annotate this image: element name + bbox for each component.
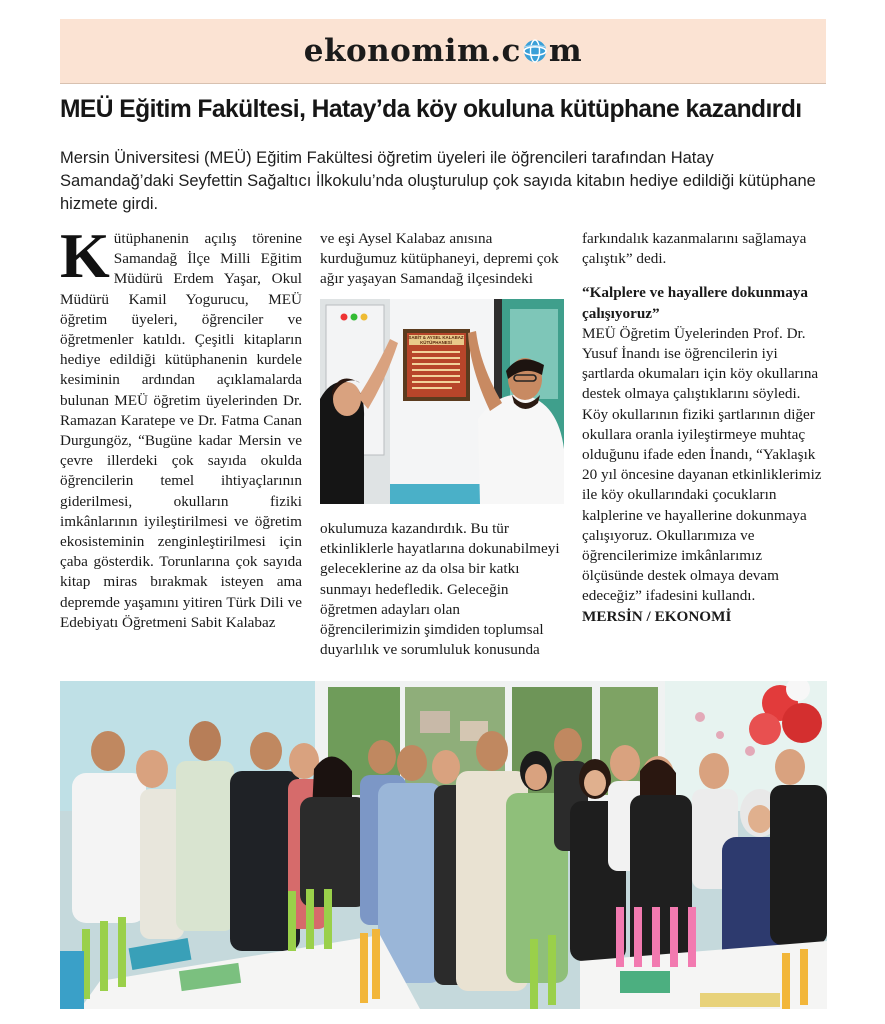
column-2-bottom-text: okulumuza kazandırdık. Bu tür etkinliklerle hayatlarına dokunabilmeyi geleceklerine az da olsa bir katkı sunmayı hedefledik. Geleceğin öğretmen adayları olan öğrencilerimizin şimdiden toplumsal duyarlılık ve sorumluluk konusunda — [320, 520, 560, 659]
masthead — [60, 19, 826, 84]
article-headline: MEÜ Eğitim Fakültesi, Hatay’da köy okuluna kütüphane kazandırdı — [60, 96, 802, 123]
article-column-3 — [582, 229, 822, 627]
subheading: “Kalplere ve hayallere dokunmaya çalışıyoruz” — [582, 284, 808, 322]
logo-text-left: ekonomim.c — [303, 33, 521, 69]
column-1-text: ütüphanenin açılış törenine Samandağ İlçe Milli Eğitim Müdürü Erdem Yaşar, Okul Müdürü Kamil Yogurucu, MEÜ öğretim üyeleri, öğrenciler ve öğretmenler katıldı. Çeşitli kitapların hediye edildiği kütüphanenin kurdele kesiminin ardından açıklamalarda bulunan MEÜ öğretim üyelerinden Dr. Ramazan Karatepe ve Dr. Fatma Canan Durgungöz, “Bugüne kadar Mersin ve çevre illerdeki çok sayıda okulda öğrencilerin temel ihtiyaçlarının giderilmesi, okulların fiziki imkânlarının iyileştirilmesi ve öğretim ekosisteminin zenginleştirilmesi için çaba gösterdik. Torunlarına çok sayıda kitap miras bırakmak isteyen ama depremde yaşamını yitiren Türk Dili ve Edebiyatı Öğretmeni Sabit Kalabaz — [60, 230, 302, 631]
article-lead: Mersin Üniversitesi (MEÜ) Eğitim Fakültesi öğretim üyeleri ile öğrencileri tarafından Hatay Samandağ’daki Seyfettin Sağaltıcı İlkokulu’nda oluşturulup çok sayıda kitabın hediye edildiği kütüphane hizmete girdi. — [60, 149, 816, 213]
column-3-body-text: MEÜ Öğretim Üyelerinden Prof. Dr. Yusuf İnandı ise öğrencilerin iyi şartlarda okumaları için köy okullarına destek olmaya çalıştıklarını söyledi. Köy okullarının fiziki şartlarının diğer okullara oranla iyileştirmeye muhtaç olduğunu ifade eden İnandı, “Yaklaşık 20 yıl öncesine dayanan etkinliklerimiz ile köy okullarındaki çocukların kalplerine ve hayallerine dokunmaya çalışıyoruz. Okullarımıza ve öğrencilerimize imkânlarımız ölçüsünde destek olmaya devam edeceğiz” ifadesini kullandı. — [582, 324, 822, 605]
ekonomim-logo[interactable] — [304, 33, 582, 69]
drop-cap: K — [60, 220, 110, 291]
column-2-top-text: ve eşi Aysel Kalabaz anısına kurduğumuz kütüphaneyi, depremi çok ağır yaşayan Samandağ ilçesindeki — [320, 230, 559, 288]
byline: MERSİN / EKONOMİ — [582, 607, 732, 625]
group-photo — [60, 681, 827, 1009]
article-column-1 — [60, 220, 302, 633]
globe-icon — [522, 38, 548, 64]
logo-text-right: m — [548, 33, 583, 69]
plaque-line-1: SABİT & AYSEL KALABAZ — [408, 335, 464, 340]
column-3-top-text: farkındalık kazanmalarını sağlamaya çalıştık” dedi. — [582, 230, 807, 268]
plaque-caption — [406, 335, 466, 345]
plaque-line-2: KÜTÜPHANESİ — [420, 340, 452, 345]
plaque-photo — [320, 299, 564, 504]
